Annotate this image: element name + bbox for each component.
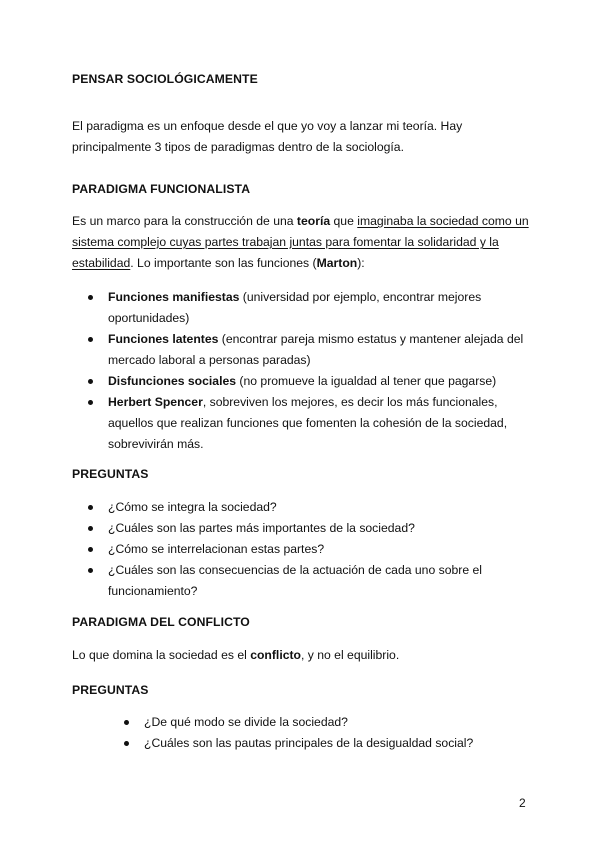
bullet-icon xyxy=(124,720,129,725)
conflicto-paragraph xyxy=(72,645,532,666)
funcionalista-text-end: ): xyxy=(357,256,365,270)
funcionalista-text-pre: Es un marco para la construcción de una xyxy=(72,214,297,228)
list-item: Herbert Spencer, sobreviven los mejores, es decir los más funcionales, aquellos que realizan funciones que fomenten la cohesión de la sociedad, sobrevivirán más. xyxy=(108,392,528,455)
page-number: 2 xyxy=(519,796,526,810)
heading-funcionalista: PARADIGMA FUNCIONALISTA xyxy=(72,182,251,196)
bullet-icon xyxy=(124,741,129,746)
bullet-icon xyxy=(88,295,93,300)
bullet-icon xyxy=(88,505,93,510)
list-item: ¿Cuáles son las pautas principales de la desigualdad social? xyxy=(144,733,524,754)
funcionalista-paragraph xyxy=(72,211,532,274)
list-item: ¿De qué modo se divide la sociedad? xyxy=(144,712,524,733)
conflicto-text-pre: Lo que domina la sociedad es el xyxy=(72,648,251,662)
bullet-icon xyxy=(88,568,93,573)
list-item: Funciones latentes (encontrar pareja mismo estatus y mantener alejada del mercado laboral a personas paradas) xyxy=(108,329,528,371)
conflicto-bold: conflicto xyxy=(250,648,301,662)
bullet-icon xyxy=(88,526,93,531)
list-item: ¿Cómo se integra la sociedad? xyxy=(108,497,528,518)
intro-paragraph: El paradigma es un enfoque desde el que yo voy a lanzar mi teoría. Hay principalmente 3 tipos de paradigmas dentro de la sociología. xyxy=(72,119,463,154)
bullet-icon xyxy=(88,547,93,552)
preguntas-1-list xyxy=(108,497,528,602)
funcionalista-list xyxy=(108,287,528,455)
funcionalista-bold-marton: Marton xyxy=(316,256,358,270)
bullet-icon xyxy=(88,337,93,342)
funcionalista-bold-teoria: teoría xyxy=(296,214,331,228)
heading-preguntas-2: PREGUNTAS xyxy=(72,683,149,697)
list-item: ¿Cuáles son las consecuencias de la actuación de cada uno sobre el funcionamiento? xyxy=(108,560,528,602)
bullet-icon xyxy=(88,400,93,405)
list-item: ¿Cuáles son las partes más importantes de la sociedad? xyxy=(108,518,528,539)
funcionalista-text-mid: que xyxy=(330,214,358,228)
document-title: PENSAR SOCIOLÓGICAMENTE xyxy=(72,72,258,86)
heading-preguntas-1: PREGUNTAS xyxy=(72,467,149,481)
conflicto-text-post: , y no el equilibrio. xyxy=(300,648,400,662)
preguntas-2-list xyxy=(144,712,524,754)
funcionalista-underlined: imaginaba la sociedad como un sistema complejo cuyas partes trabajan juntas para fomentar la solidaridad y la estabilidad xyxy=(72,214,529,270)
list-item: Funciones manifiestas (universidad por ejemplo, encontrar mejores oportunidades) xyxy=(108,287,528,329)
bullet-icon xyxy=(88,379,93,384)
list-item: ¿Cómo se interrelacionan estas partes? xyxy=(108,539,528,560)
funcionalista-text-post: . Lo importante son las funciones ( xyxy=(130,256,317,270)
heading-conflicto: PARADIGMA DEL CONFLICTO xyxy=(72,615,250,629)
list-item: Disfunciones sociales (no promueve la igualdad al tener que pagarse) xyxy=(108,371,528,392)
